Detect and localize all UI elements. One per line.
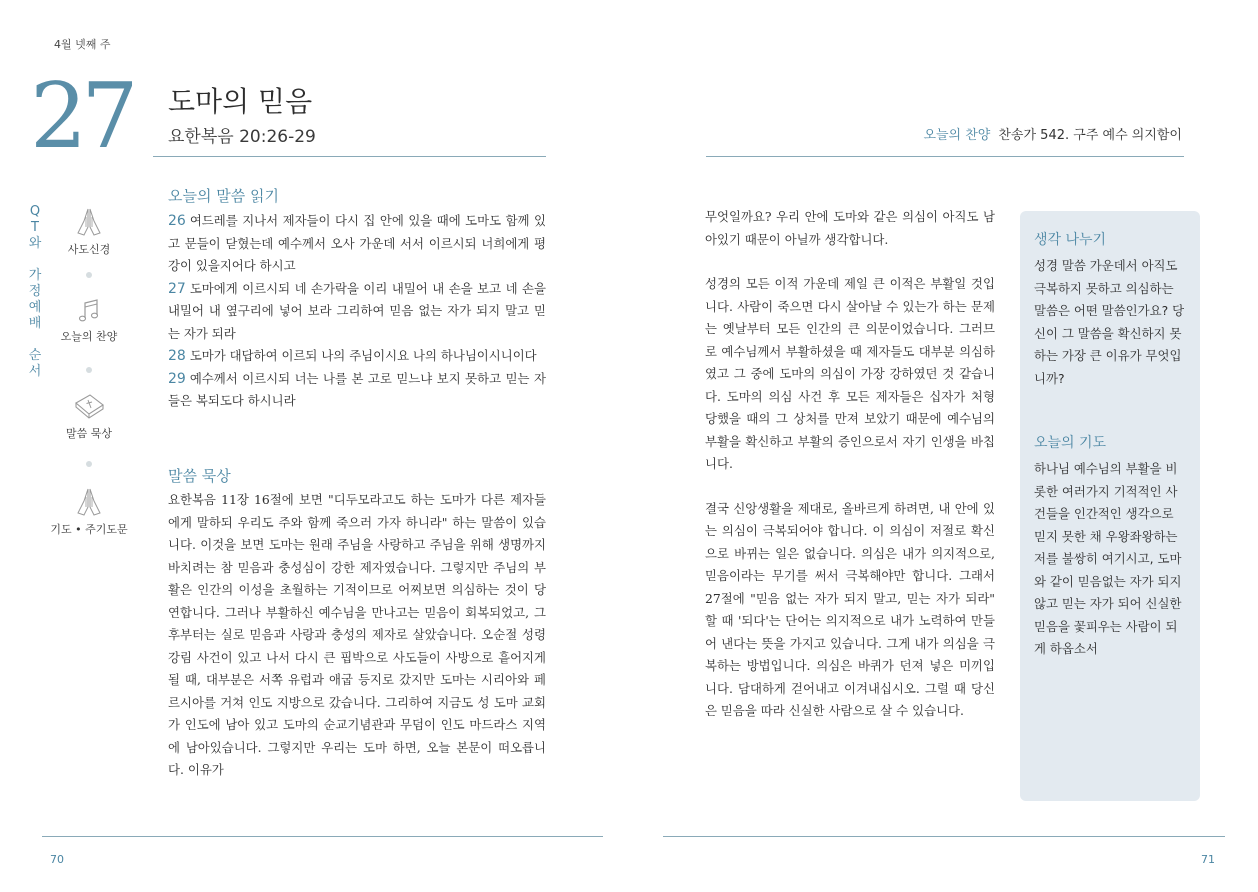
verse-text: 예수께서 이르시되 너는 나를 본 고로 믿느냐 보지 못하고 믿는 자들은 복되도다 하시니라 bbox=[168, 370, 546, 408]
meditation-heading: 말씀 묵상 bbox=[168, 467, 231, 485]
vertical-gap bbox=[28, 332, 42, 348]
sidebar-item-label: 말씀 묵상 bbox=[65, 427, 112, 440]
verse bbox=[168, 368, 546, 413]
sidebar-divider-dot bbox=[86, 272, 92, 278]
sidebar-item-label: 사도신경 bbox=[67, 243, 111, 256]
reading-body bbox=[168, 210, 546, 413]
vertical-char: 정 bbox=[28, 284, 42, 299]
verse-number: 27 bbox=[168, 280, 186, 297]
reading-heading: 오늘의 말씀 읽기 bbox=[168, 187, 279, 205]
header-divider-right bbox=[706, 156, 1184, 157]
vertical-char: 배 bbox=[28, 316, 42, 331]
music-note-icon bbox=[76, 298, 102, 324]
reflection-box bbox=[1020, 211, 1200, 801]
sidebar-item-hymn bbox=[49, 298, 129, 344]
sidebar-divider-dot bbox=[86, 461, 92, 467]
verse-text: 도마에게 이르시되 네 손가락을 이리 내밀어 내 손을 보고 네 손을 내밀어 내 옆구리에 넣어 보라 그리하여 믿음 없는 자가 되지 말고 믿는 자가 되라 bbox=[168, 280, 546, 341]
sidebar-item-creed bbox=[49, 207, 129, 257]
verse-number: 28 bbox=[168, 348, 186, 364]
footer-divider-left bbox=[42, 836, 603, 837]
vertical-char: 와 bbox=[28, 236, 42, 251]
sidebar-divider-dot bbox=[86, 367, 92, 373]
vertical-char: Q bbox=[29, 204, 41, 219]
vertical-order-title bbox=[28, 204, 42, 380]
verse bbox=[168, 210, 546, 278]
sidebar-item-label: 오늘의 찬양 bbox=[60, 330, 118, 343]
sidebar-item-meditation bbox=[49, 391, 129, 441]
meditation-text-right bbox=[705, 206, 995, 723]
vertical-char: 순 bbox=[28, 348, 42, 363]
hymn-label: 오늘의 찬양 bbox=[923, 128, 991, 143]
prayer-heading: 오늘의 기도 bbox=[1034, 435, 1107, 451]
hymn-text: 찬송가 542. 구주 예수 의지함이 bbox=[998, 128, 1182, 143]
praying-hands-icon bbox=[75, 207, 103, 237]
meditation-paragraph: 성경의 모든 이적 가운데 제일 큰 이적은 부활일 것입니다. 사람이 죽으면 다시 살아날 수 있는가 하는 문제는 옛날부터 모든 인간의 큰 의문이었습니다. 그러므로 예수님께서 부활하셨을 때 제자들도 대부분 의심하였고 그 중에 도마의 의심이 가장 강하였던 것 같습니다. 도마의 의심 사건 후 모든 제자들은 십자가 처형 당했을 때의 그 상처를 만져 보았기 때문에 예수님의 부활을 확신하고 부활의 증인으로서 자기 인생을 바칩니다. bbox=[705, 276, 995, 471]
header-divider-left bbox=[153, 156, 546, 157]
vertical-gap bbox=[28, 252, 42, 268]
bible-icon bbox=[72, 391, 106, 421]
sidebar-item-label: 기도 • 주기도문 bbox=[50, 523, 128, 536]
prayer-text: 하나님 예수님의 부활을 비롯한 여러가지 기적적인 사건들을 인간적인 생각으로 믿지 못한 채 우왕좌왕하는 저를 불쌍히 여기시고, 도마와 같이 믿음없는 자가 되지 않고 믿는 자가 되어 신실한 믿음을 꽃피우는 사람이 되게 하옵소서 bbox=[1034, 461, 1182, 656]
verse bbox=[168, 278, 546, 346]
day-number: 27 bbox=[30, 64, 133, 169]
meditation-paragraph: 무엇일까요? 우리 안에 도마와 같은 의심이 아직도 남아있기 때문이 아닐까 생각합니다. bbox=[705, 209, 995, 247]
vertical-char: 가 bbox=[28, 268, 42, 283]
verse-text: 도마가 대답하여 이르되 나의 주님이시요 나의 하나님이시니이다 bbox=[189, 348, 537, 363]
verse-number: 29 bbox=[168, 370, 186, 387]
praying-hands-icon bbox=[75, 487, 103, 517]
page-number-right: 71 bbox=[1201, 853, 1215, 866]
page-number-left: 70 bbox=[50, 853, 64, 866]
vertical-char: T bbox=[31, 220, 39, 235]
verse bbox=[168, 345, 546, 368]
week-label: 4월 넷째 주 bbox=[54, 38, 111, 51]
hymn-info bbox=[923, 124, 1182, 143]
vertical-char: 서 bbox=[28, 364, 42, 379]
verse-number: 26 bbox=[168, 213, 186, 229]
page-title: 도마의 믿음 bbox=[168, 85, 313, 118]
scripture-reference: 요한복음 20:26-29 bbox=[168, 127, 316, 147]
meditation-paragraph: 결국 신앙생활을 제대로, 올바르게 하려면, 내 안에 있는 의심이 극복되어야 합니다. 이 의심이 저절로 확신으로 바뀌는 일은 없습니다. 의심은 내가 의지적으로, 믿음이라는 무기를 써서 극복해야만 합니다. 그래서 27절에 "믿음 없는 자가 되지 말고, 믿는 자가 되라" 할 때 '되다'는 단어는 의지적으로 내가 노력하여 만들어 낸다는 뜻을 가지고 있습니다. 그게 내가 의심을 극복하는 방법입니다. 의심은 바퀴가 던져 넣은 미끼입니다. 담대하게 걷어내고 이겨내십시오. 그럴 때 당신은 믿음을 따라 신실한 사람으로 살 수 있습니다. bbox=[705, 500, 995, 718]
verse-text: 여드레를 지나서 제자들이 다시 집 안에 있을 때에 도마도 함께 있고 문들이 닫혔는데 예수께서 오사 가운데 서서 이르시되 너희에게 평강이 있을지어다 하시고 bbox=[168, 213, 546, 273]
sidebar-item-prayer bbox=[49, 487, 129, 537]
share-heading: 생각 나누기 bbox=[1034, 232, 1107, 248]
footer-divider-right bbox=[663, 836, 1225, 837]
share-text: 성경 말씀 가운데서 아직도 극복하지 못하고 의심하는 말씀은 어떤 말씀인가요? 당신이 그 말씀을 확신하지 못하는 가장 큰 이유가 무엇입니까? bbox=[1034, 258, 1185, 386]
meditation-text-left: 요한복음 11장 16절에 보면 "디두모라고도 하는 도마가 다른 제자들에게 말하되 우리도 주와 함께 죽으러 가자 하니라" 하는 말씀이 있습니다. 이것을 보면 도마는 원래 주님을 사랑하고 주님을 위해 생명까지 바치려는 참 믿음과 충성심이 강한 제자였습니다. 그렇지만 주님의 부활은 인간의 이성을 초월하는 기적이므로 어찌보면 의심하는 것이 당연합니다. 그러나 부활하신 예수님을 만나고는 믿음이 회복되었고, 그 후부터는 실로 믿음과 사랑과 충성의 제자로 살았습니다. 오순절 성령강림 사건이 있고 나서 다시 큰 핍박으로 사도들이 사방으로 흩어지게 될 때, 대부분은 서쪽 유럽과 애굽 등지로 갔지만 도마는 시리아와 페르시아를 거쳐 인도 지방으로 갔습니다. 그리하여 지금도 성 도마 교회가 인도에 남아 있고 도마의 순교기념관과 무덤이 인도 마드라스 지역에 남아있습니다. 그렇지만 우리는 도마 하면, 오늘 본문이 떠오릅니다. 이유가 bbox=[168, 492, 546, 777]
vertical-char: 예 bbox=[28, 300, 42, 315]
